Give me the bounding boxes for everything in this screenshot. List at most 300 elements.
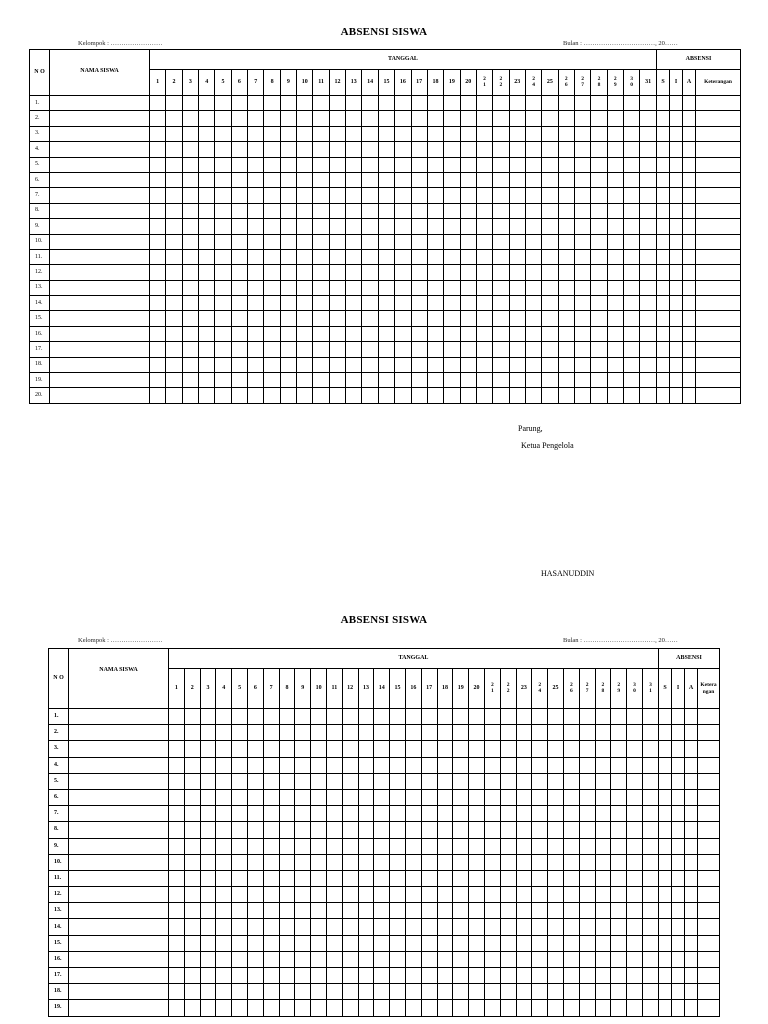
attendance-cell[interactable] [200,741,216,757]
attendance-cell[interactable] [516,741,532,757]
attendance-cell[interactable] [405,870,421,886]
attendance-cell[interactable] [215,111,231,126]
attendance-cell[interactable] [591,142,607,157]
attendance-cell[interactable] [696,265,741,280]
attendance-cell[interactable] [460,126,476,141]
attendance-cell[interactable] [476,373,492,388]
attendance-cell[interactable] [326,903,342,919]
attendance-cell[interactable] [295,887,311,903]
attendance-cell[interactable] [627,806,643,822]
attendance-cell[interactable] [484,741,500,757]
attendance-cell[interactable] [558,219,574,234]
attendance-cell[interactable] [574,157,590,172]
attendance-cell[interactable] [411,357,427,372]
attendance-cell[interactable] [611,919,627,935]
attendance-cell[interactable] [469,854,485,870]
attendance-cell[interactable] [231,157,247,172]
attendance-cell[interactable] [329,342,345,357]
attendance-cell[interactable] [427,234,443,249]
attendance-cell[interactable] [297,234,313,249]
attendance-cell[interactable] [627,741,643,757]
attendance-cell[interactable] [362,234,378,249]
attendance-cell[interactable] [563,854,579,870]
attendance-cell[interactable] [199,219,215,234]
attendance-cell[interactable] [469,838,485,854]
attendance-cell[interactable] [623,342,639,357]
attendance-cell[interactable] [611,984,627,1000]
attendance-cell[interactable] [579,773,595,789]
attendance-cell[interactable] [509,126,525,141]
attendance-cell[interactable] [542,388,558,403]
attendance-cell[interactable] [374,709,390,725]
attendance-cell[interactable] [607,249,623,264]
attendance-cell[interactable] [427,357,443,372]
attendance-cell[interactable] [169,725,185,741]
attendance-cell[interactable] [563,919,579,935]
attendance-cell[interactable] [558,126,574,141]
attendance-cell[interactable] [444,234,460,249]
attendance-cell[interactable] [525,388,541,403]
attendance-cell[interactable] [169,741,185,757]
attendance-cell[interactable] [421,709,437,725]
attendance-cell[interactable] [280,342,296,357]
student-name-cell[interactable] [50,111,150,126]
attendance-cell[interactable] [460,373,476,388]
attendance-cell[interactable] [150,126,166,141]
attendance-cell[interactable] [199,311,215,326]
attendance-cell[interactable] [362,388,378,403]
attendance-cell[interactable] [640,142,657,157]
attendance-cell[interactable] [558,388,574,403]
attendance-cell[interactable] [657,126,670,141]
attendance-cell[interactable] [698,741,720,757]
attendance-cell[interactable] [532,935,548,951]
attendance-cell[interactable] [579,968,595,984]
attendance-cell[interactable] [696,172,741,187]
attendance-cell[interactable] [184,903,200,919]
attendance-cell[interactable] [437,725,453,741]
attendance-cell[interactable] [627,935,643,951]
attendance-cell[interactable] [279,757,295,773]
attendance-cell[interactable] [698,1000,720,1016]
attendance-cell[interactable] [182,126,198,141]
attendance-cell[interactable] [374,838,390,854]
attendance-cell[interactable] [215,311,231,326]
attendance-cell[interactable] [532,741,548,757]
attendance-cell[interactable] [215,249,231,264]
attendance-cell[interactable] [280,111,296,126]
attendance-cell[interactable] [574,203,590,218]
attendance-cell[interactable] [595,725,611,741]
attendance-cell[interactable] [358,935,374,951]
attendance-cell[interactable] [247,789,263,805]
attendance-cell[interactable] [200,725,216,741]
attendance-cell[interactable] [659,870,672,886]
attendance-cell[interactable] [460,219,476,234]
attendance-cell[interactable] [297,172,313,187]
attendance-cell[interactable] [437,757,453,773]
attendance-cell[interactable] [591,342,607,357]
attendance-cell[interactable] [263,709,279,725]
attendance-cell[interactable] [329,188,345,203]
attendance-cell[interactable] [493,203,509,218]
attendance-cell[interactable] [326,822,342,838]
attendance-cell[interactable] [313,188,329,203]
attendance-cell[interactable] [500,709,516,725]
attendance-cell[interactable] [444,265,460,280]
attendance-cell[interactable] [313,111,329,126]
attendance-cell[interactable] [405,968,421,984]
attendance-cell[interactable] [548,822,564,838]
attendance-cell[interactable] [476,249,492,264]
attendance-cell[interactable] [476,172,492,187]
attendance-cell[interactable] [548,919,564,935]
attendance-cell[interactable] [493,249,509,264]
attendance-cell[interactable] [696,219,741,234]
attendance-cell[interactable] [232,822,248,838]
attendance-cell[interactable] [591,172,607,187]
attendance-cell[interactable] [516,935,532,951]
attendance-cell[interactable] [346,326,362,341]
attendance-cell[interactable] [548,935,564,951]
attendance-cell[interactable] [395,234,411,249]
attendance-cell[interactable] [558,296,574,311]
attendance-cell[interactable] [231,342,247,357]
attendance-cell[interactable] [607,111,623,126]
attendance-cell[interactable] [358,709,374,725]
attendance-cell[interactable] [231,249,247,264]
attendance-cell[interactable] [329,96,345,111]
attendance-cell[interactable] [411,219,427,234]
attendance-cell[interactable] [574,96,590,111]
attendance-cell[interactable] [421,725,437,741]
attendance-cell[interactable] [182,373,198,388]
attendance-cell[interactable] [685,806,698,822]
attendance-cell[interactable] [623,373,639,388]
attendance-cell[interactable] [509,357,525,372]
attendance-cell[interactable] [184,968,200,984]
attendance-cell[interactable] [623,157,639,172]
attendance-cell[interactable] [263,887,279,903]
attendance-cell[interactable] [216,870,232,886]
attendance-cell[interactable] [623,280,639,295]
attendance-cell[interactable] [297,111,313,126]
attendance-cell[interactable] [476,188,492,203]
attendance-cell[interactable] [659,984,672,1000]
attendance-cell[interactable] [579,903,595,919]
attendance-cell[interactable] [453,757,469,773]
attendance-cell[interactable] [525,234,541,249]
attendance-cell[interactable] [595,919,611,935]
attendance-cell[interactable] [346,219,362,234]
attendance-cell[interactable] [263,935,279,951]
student-name-cell[interactable] [69,838,169,854]
attendance-cell[interactable] [509,373,525,388]
attendance-cell[interactable] [659,919,672,935]
attendance-cell[interactable] [542,188,558,203]
attendance-cell[interactable] [411,249,427,264]
attendance-cell[interactable] [437,709,453,725]
attendance-cell[interactable] [525,357,541,372]
attendance-cell[interactable] [329,326,345,341]
attendance-cell[interactable] [150,342,166,357]
attendance-cell[interactable] [411,342,427,357]
attendance-cell[interactable] [411,172,427,187]
attendance-cell[interactable] [216,806,232,822]
attendance-cell[interactable] [199,188,215,203]
attendance-cell[interactable] [264,357,280,372]
attendance-cell[interactable] [548,1000,564,1016]
attendance-cell[interactable] [215,280,231,295]
attendance-cell[interactable] [427,142,443,157]
attendance-cell[interactable] [670,342,683,357]
attendance-cell[interactable] [574,311,590,326]
attendance-cell[interactable] [215,388,231,403]
attendance-cell[interactable] [627,854,643,870]
attendance-cell[interactable] [657,357,670,372]
attendance-cell[interactable] [326,806,342,822]
attendance-cell[interactable] [326,935,342,951]
attendance-cell[interactable] [437,919,453,935]
attendance-cell[interactable] [421,887,437,903]
attendance-cell[interactable] [346,342,362,357]
attendance-cell[interactable] [311,870,327,886]
attendance-cell[interactable] [390,741,406,757]
attendance-cell[interactable] [405,854,421,870]
attendance-cell[interactable] [595,822,611,838]
attendance-cell[interactable] [421,951,437,967]
attendance-cell[interactable] [642,951,658,967]
attendance-cell[interactable] [579,935,595,951]
attendance-cell[interactable] [378,111,394,126]
attendance-cell[interactable] [476,126,492,141]
attendance-cell[interactable] [595,806,611,822]
attendance-cell[interactable] [670,234,683,249]
student-name-cell[interactable] [50,172,150,187]
attendance-cell[interactable] [390,822,406,838]
attendance-cell[interactable] [657,172,670,187]
attendance-cell[interactable] [199,157,215,172]
attendance-cell[interactable] [279,822,295,838]
attendance-cell[interactable] [166,342,182,357]
attendance-cell[interactable] [311,838,327,854]
attendance-cell[interactable] [311,984,327,1000]
student-name-cell[interactable] [50,326,150,341]
attendance-cell[interactable] [182,326,198,341]
attendance-cell[interactable] [215,357,231,372]
attendance-cell[interactable] [642,741,658,757]
attendance-cell[interactable] [509,219,525,234]
attendance-cell[interactable] [642,854,658,870]
attendance-cell[interactable] [640,326,657,341]
attendance-cell[interactable] [640,296,657,311]
attendance-cell[interactable] [231,188,247,203]
attendance-cell[interactable] [231,311,247,326]
attendance-cell[interactable] [374,725,390,741]
attendance-cell[interactable] [611,725,627,741]
attendance-cell[interactable] [263,968,279,984]
attendance-cell[interactable] [405,903,421,919]
attendance-cell[interactable] [390,968,406,984]
attendance-cell[interactable] [405,725,421,741]
attendance-cell[interactable] [264,219,280,234]
attendance-cell[interactable] [182,111,198,126]
attendance-cell[interactable] [642,709,658,725]
attendance-cell[interactable] [469,789,485,805]
student-name-cell[interactable] [69,968,169,984]
attendance-cell[interactable] [279,806,295,822]
attendance-cell[interactable] [313,249,329,264]
attendance-cell[interactable] [297,96,313,111]
attendance-cell[interactable] [346,203,362,218]
attendance-cell[interactable] [342,903,358,919]
attendance-cell[interactable] [685,725,698,741]
attendance-cell[interactable] [184,838,200,854]
attendance-cell[interactable] [378,172,394,187]
attendance-cell[interactable] [525,203,541,218]
attendance-cell[interactable] [659,838,672,854]
attendance-cell[interactable] [329,311,345,326]
attendance-cell[interactable] [342,887,358,903]
attendance-cell[interactable] [216,838,232,854]
attendance-cell[interactable] [390,806,406,822]
attendance-cell[interactable] [548,951,564,967]
attendance-cell[interactable] [670,203,683,218]
attendance-cell[interactable] [525,111,541,126]
attendance-cell[interactable] [696,373,741,388]
attendance-cell[interactable] [184,773,200,789]
attendance-cell[interactable] [390,854,406,870]
student-name-cell[interactable] [50,311,150,326]
attendance-cell[interactable] [346,188,362,203]
attendance-cell[interactable] [696,326,741,341]
attendance-cell[interactable] [263,984,279,1000]
attendance-cell[interactable] [558,172,574,187]
attendance-cell[interactable] [427,296,443,311]
attendance-cell[interactable] [200,984,216,1000]
attendance-cell[interactable] [595,887,611,903]
attendance-cell[interactable] [231,296,247,311]
attendance-cell[interactable] [574,219,590,234]
attendance-cell[interactable] [698,903,720,919]
attendance-cell[interactable] [215,126,231,141]
attendance-cell[interactable] [670,188,683,203]
attendance-cell[interactable] [395,311,411,326]
attendance-cell[interactable] [657,373,670,388]
attendance-cell[interactable] [232,968,248,984]
attendance-cell[interactable] [378,234,394,249]
attendance-cell[interactable] [200,838,216,854]
attendance-cell[interactable] [279,870,295,886]
attendance-cell[interactable] [607,234,623,249]
attendance-cell[interactable] [166,280,182,295]
attendance-cell[interactable] [150,157,166,172]
attendance-cell[interactable] [166,96,182,111]
attendance-cell[interactable] [231,172,247,187]
attendance-cell[interactable] [427,326,443,341]
attendance-cell[interactable] [248,357,264,372]
attendance-cell[interactable] [542,311,558,326]
attendance-cell[interactable] [548,968,564,984]
attendance-cell[interactable] [280,172,296,187]
attendance-cell[interactable] [313,311,329,326]
attendance-cell[interactable] [484,968,500,984]
attendance-cell[interactable] [516,870,532,886]
attendance-cell[interactable] [248,373,264,388]
attendance-cell[interactable] [469,1000,485,1016]
attendance-cell[interactable] [627,870,643,886]
attendance-cell[interactable] [215,326,231,341]
attendance-cell[interactable] [199,111,215,126]
attendance-cell[interactable] [476,388,492,403]
attendance-cell[interactable] [548,854,564,870]
attendance-cell[interactable] [642,725,658,741]
attendance-cell[interactable] [395,265,411,280]
attendance-cell[interactable] [640,203,657,218]
attendance-cell[interactable] [579,870,595,886]
attendance-cell[interactable] [358,870,374,886]
attendance-cell[interactable] [607,388,623,403]
attendance-cell[interactable] [611,757,627,773]
attendance-cell[interactable] [623,172,639,187]
attendance-cell[interactable] [595,951,611,967]
student-name-cell[interactable] [50,249,150,264]
attendance-cell[interactable] [232,1000,248,1016]
attendance-cell[interactable] [184,951,200,967]
attendance-cell[interactable] [469,903,485,919]
attendance-cell[interactable] [263,806,279,822]
attendance-cell[interactable] [280,234,296,249]
attendance-cell[interactable] [313,296,329,311]
attendance-cell[interactable] [476,357,492,372]
attendance-cell[interactable] [574,142,590,157]
attendance-cell[interactable] [329,265,345,280]
attendance-cell[interactable] [216,741,232,757]
attendance-cell[interactable] [574,126,590,141]
attendance-cell[interactable] [264,188,280,203]
attendance-cell[interactable] [460,249,476,264]
attendance-cell[interactable] [574,249,590,264]
attendance-cell[interactable] [659,1000,672,1016]
attendance-cell[interactable] [411,111,427,126]
attendance-cell[interactable] [579,709,595,725]
attendance-cell[interactable] [232,838,248,854]
attendance-cell[interactable] [395,296,411,311]
attendance-cell[interactable] [169,984,185,1000]
attendance-cell[interactable] [263,773,279,789]
attendance-cell[interactable] [427,219,443,234]
attendance-cell[interactable] [532,709,548,725]
attendance-cell[interactable] [558,280,574,295]
attendance-cell[interactable] [374,951,390,967]
attendance-cell[interactable] [484,725,500,741]
attendance-cell[interactable] [280,157,296,172]
attendance-cell[interactable] [215,188,231,203]
attendance-cell[interactable] [390,903,406,919]
attendance-cell[interactable] [659,773,672,789]
attendance-cell[interactable] [169,919,185,935]
attendance-cell[interactable] [453,789,469,805]
student-name-cell[interactable] [50,188,150,203]
attendance-cell[interactable] [453,773,469,789]
attendance-cell[interactable] [563,806,579,822]
attendance-cell[interactable] [683,249,696,264]
attendance-cell[interactable] [558,111,574,126]
attendance-cell[interactable] [563,1000,579,1016]
attendance-cell[interactable] [362,188,378,203]
attendance-cell[interactable] [493,373,509,388]
attendance-cell[interactable] [358,789,374,805]
